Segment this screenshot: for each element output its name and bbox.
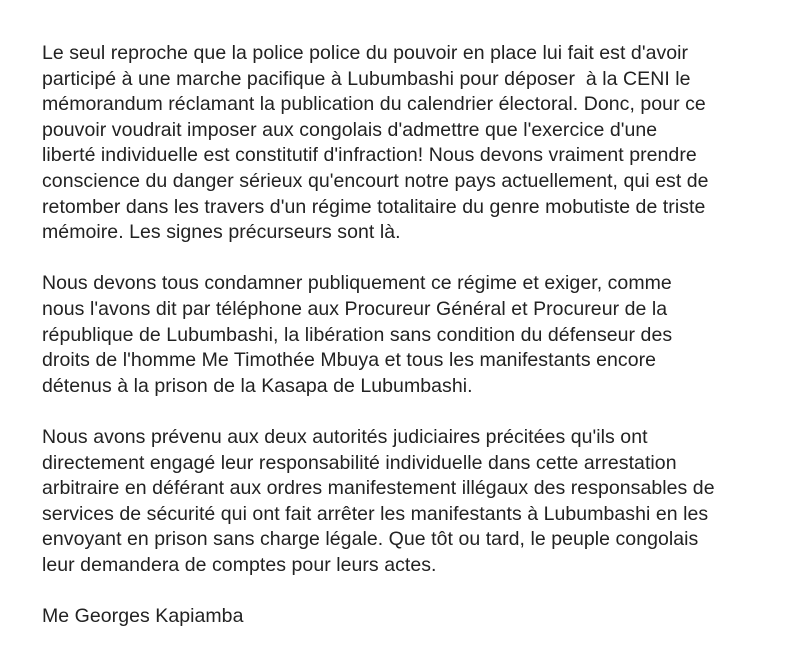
text-line: mémoire. Les signes précurseurs sont là.: [42, 221, 401, 244]
text-line: pouvoir voudrait imposer aux congolais d'admettre que l'exercice d'une: [42, 118, 658, 141]
text-line: mémorandum réclamant la publication du calendrier électoral. Donc, pour ce: [42, 93, 706, 116]
text-line: services de sécurité qui ont fait arrêter les manifestants à Lubumbashi en les: [42, 502, 709, 525]
text-line: Nous avons prévenu aux deux autorités judiciaires précitées qu'ils ont: [42, 425, 648, 448]
text-line: droits de l'homme Me Timothée Mbuya et tous les manifestants encore: [42, 349, 657, 372]
paragraph-3: [42, 425, 782, 579]
text-line: participé à une marche pacifique à Lubumbashi pour déposer à la CENI le: [42, 67, 691, 90]
paragraph-2: [42, 271, 782, 399]
text-line: retomber dans les travers d'un régime totalitaire du genre mobutiste de triste: [42, 195, 706, 218]
paragraph-1: [42, 41, 782, 246]
text-line: liberté individuelle est constitutif d'infraction! Nous devons vraiment prendre: [42, 144, 697, 167]
text-line: Le seul reproche que la police police du pouvoir en place lui fait est d'avoir: [42, 42, 689, 64]
text-line: Nous devons tous condamner publiquement ce régime et exiger, comme: [42, 272, 672, 295]
author-signature: [42, 604, 782, 630]
text-line: arbitraire en déférant aux ordres manifestement illégaux des responsables de: [42, 477, 715, 500]
text-line: détenus à la prison de la Kasapa de Lubumbashi.: [42, 374, 473, 397]
text-line: directement engagé leur responsabilité individuelle dans cette arrestation: [42, 451, 677, 474]
text-line: leur demandera de comptes pour leurs actes.: [42, 553, 437, 576]
text-line: conscience du danger sérieux qu'encourt notre pays actuellement, qui est de: [42, 169, 709, 192]
post-body: [42, 41, 782, 630]
text-line: république de Lubumbashi, la libération sans condition du défenseur des: [42, 323, 673, 346]
signature-text: Me Georges Kapiamba: [42, 605, 244, 628]
text-line: nous l'avons dit par téléphone aux Procureur Général et Procureur de la: [42, 297, 668, 320]
text-line: envoyant en prison sans charge légale. Que tôt ou tard, le peuple congolais: [42, 528, 699, 551]
